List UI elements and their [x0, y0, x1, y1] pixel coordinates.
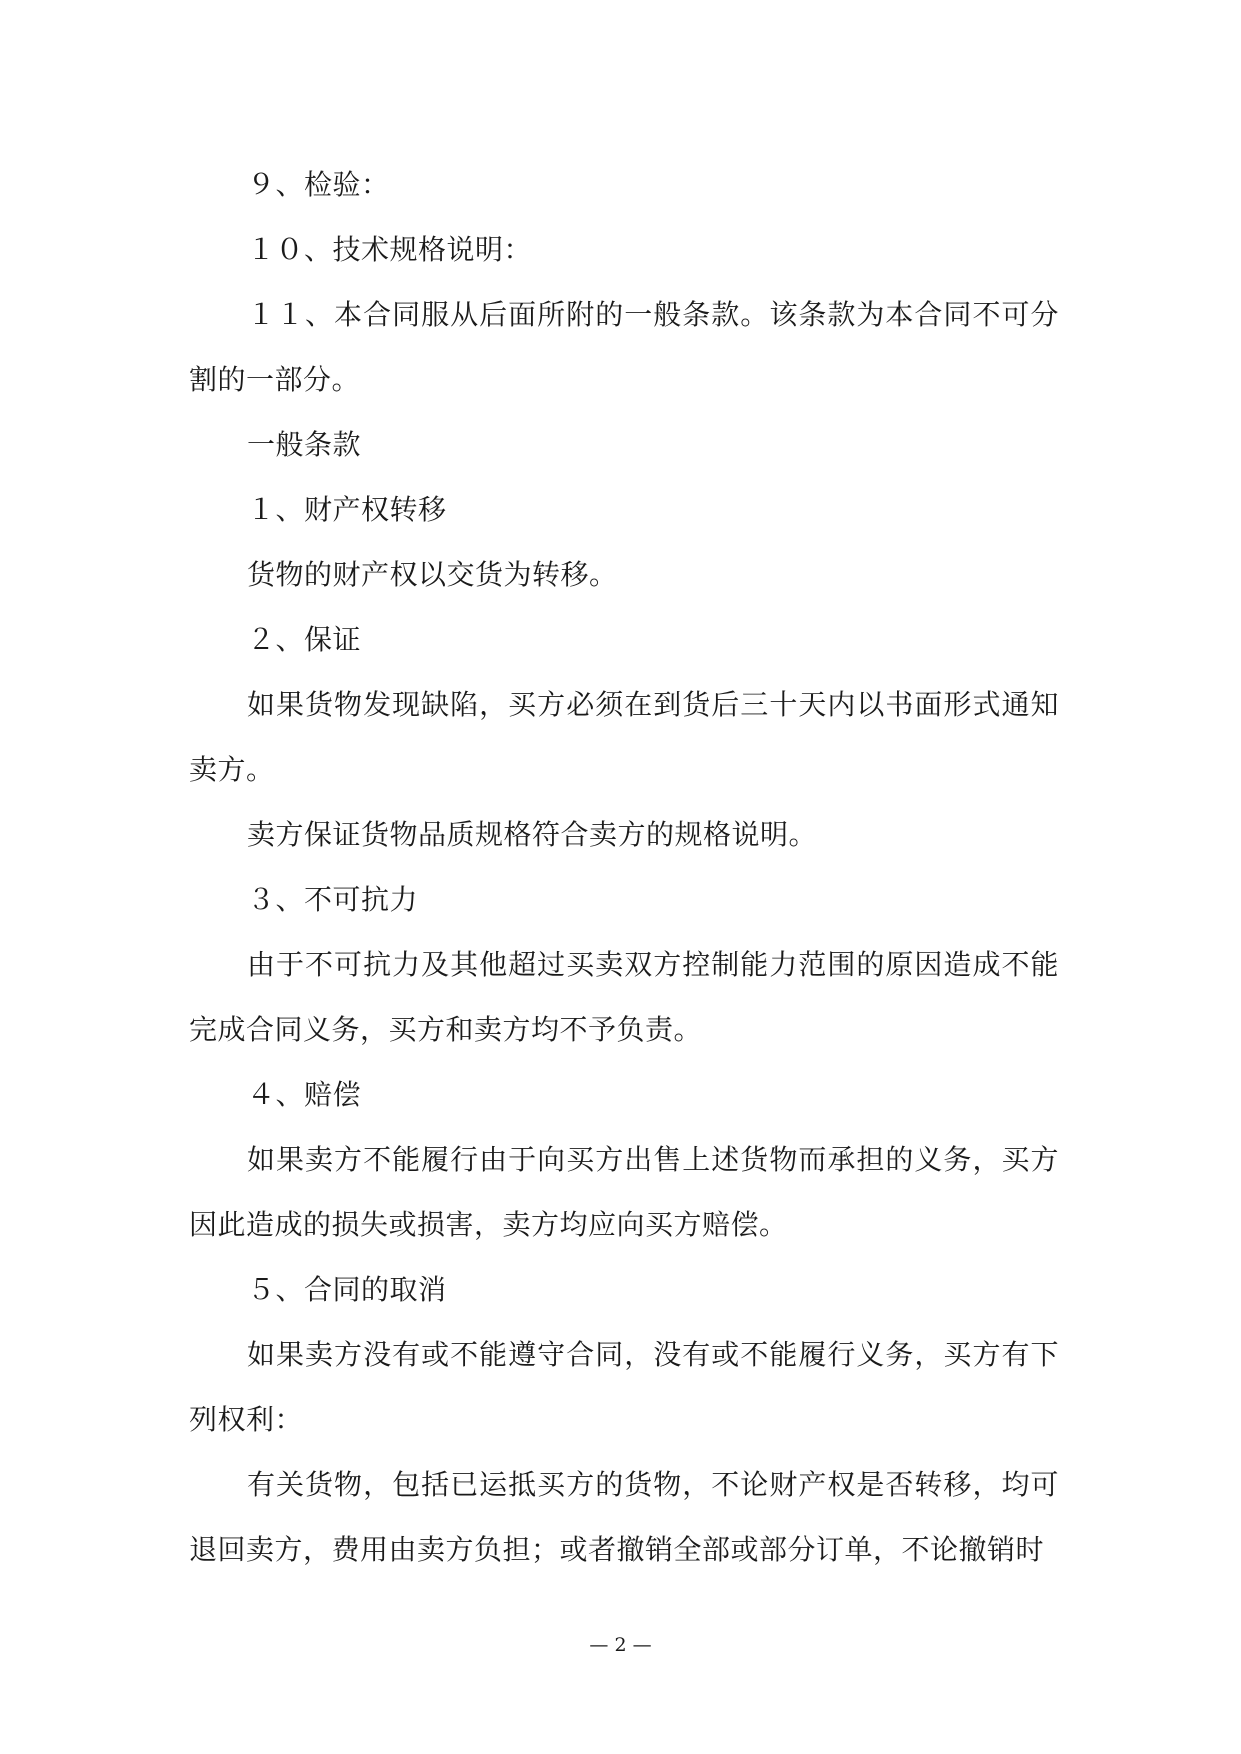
term-1-heading: １、财产权转移	[247, 493, 447, 526]
general-terms-heading: 一般条款	[247, 428, 362, 461]
term-5-body-rights: 如果卖方没有或不能遵守合同，没有或不能履行义务，买方有下列权利：	[189, 1338, 1059, 1436]
term-1-body: 货物的财产权以交货为转移。	[247, 558, 618, 591]
term-5-body-returns: 有关货物，包括已运抵买方的货物，不论财产权是否转移，均可退回卖方，费用由卖方负担；或者撤销全部或部分订单，不论撤销时	[189, 1468, 1059, 1566]
term-2-body-quality: 卖方保证货物品质规格符合卖方的规格说明。	[247, 818, 818, 851]
clause-11-general-terms-reference: １１、本合同服从后面所附的一般条款。该条款为本合同不可分割的一部分。	[189, 298, 1059, 396]
term-3-body: 由于不可抗力及其他超过买卖双方控制能力范围的原因造成不能完成合同义务，买方和卖方均不予负责。	[189, 948, 1059, 1046]
term-3-heading: ３、不可抗力	[247, 883, 419, 916]
term-4-body: 如果卖方不能履行由于向买方出售上述货物而承担的义务，买方因此造成的损失或损害，卖方均应向买方赔偿。	[189, 1143, 1059, 1241]
term-2-heading: ２、保证	[247, 623, 362, 656]
page-body	[189, 152, 1059, 1582]
clause-9-inspection: ９、检验：	[247, 168, 390, 201]
term-5-heading: ５、合同的取消	[247, 1273, 447, 1306]
term-2-body-defects: 如果货物发现缺陷，买方必须在到货后三十天内以书面形式通知卖方。	[189, 688, 1059, 786]
term-4-heading: ４、赔偿	[247, 1078, 362, 1111]
clause-10-technical-specs: １０、技术规格说明：	[247, 233, 533, 266]
page-number: — 2 —	[589, 1634, 652, 1656]
